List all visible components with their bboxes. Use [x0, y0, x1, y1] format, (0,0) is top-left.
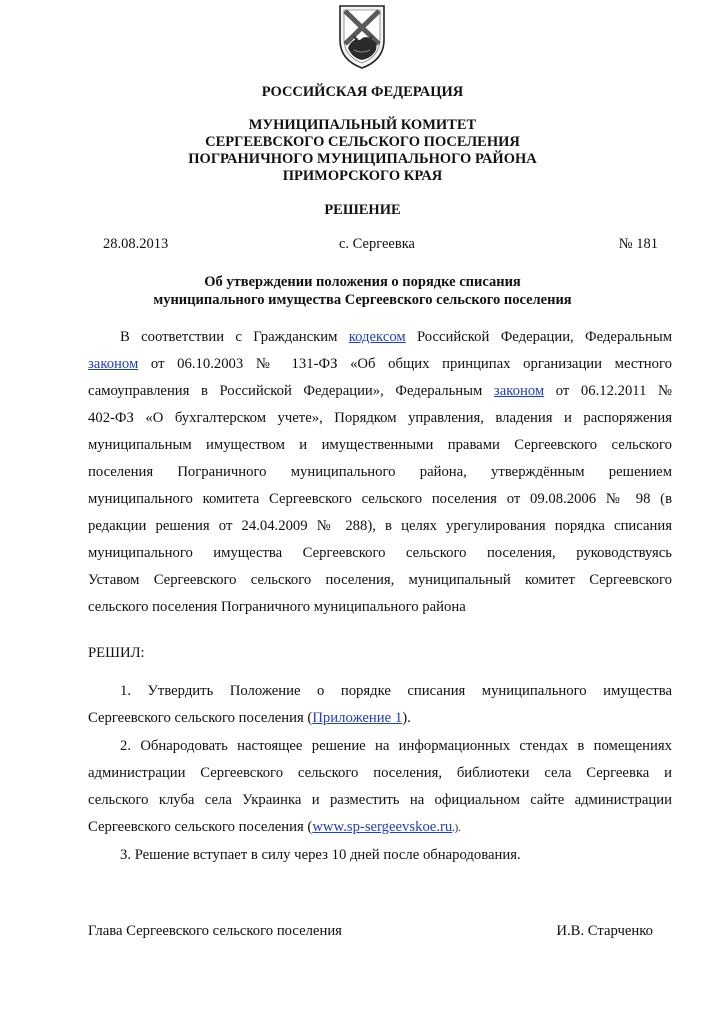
preamble-text: самоуправления в Российской Федерации», Федеральным [88, 383, 494, 399]
preamble-text: Российской Федерации, Федеральным [405, 329, 672, 345]
preamble-line-3 [88, 381, 672, 401]
preamble-text: В соответствии с Гражданским [120, 329, 349, 345]
item-2-line-3: сельского клуба села Украинка и разместить на официальном сайте администрации [88, 792, 672, 808]
website-link[interactable]: www.sp-sergeevskoe.ru [312, 819, 453, 835]
document-place: с. Сергеевка [339, 236, 415, 252]
preamble-line-7: муниципального комитета Сергеевского сельского поселения от 09.08.2006 № 98 (в [88, 491, 672, 507]
org-heading-line-2: СЕРГЕЕВСКОГО СЕЛЬСКОГО ПОСЕЛЕНИЯ [205, 134, 520, 150]
decided-heading: РЕШИЛ: [88, 645, 145, 661]
document-type-heading: РЕШЕНИЕ [324, 202, 401, 218]
item-2-line-2: администрации Сергеевского сельского поселения, библиотеки села Сергеевка и [88, 765, 672, 781]
item-2-line-4 [88, 817, 672, 839]
document-number: № 181 [618, 236, 658, 252]
preamble-line-10: Уставом Сергеевского сельского поселения, муниципальный комитет Сергеевского [88, 572, 672, 588]
appendix-1-link[interactable]: Приложение 1 [312, 710, 403, 726]
org-heading-line-3: ПОГРАНИЧНОГО МУНИЦИПАЛЬНОГО РАЙОНА [188, 151, 537, 167]
country-heading: РОССИЙСКАЯ ФЕДЕРАЦИЯ [261, 84, 464, 100]
federal-law-402-link[interactable]: законом [493, 383, 545, 399]
preamble-line-11: сельского поселения Пограничного муниципального района [88, 599, 466, 615]
preamble-line-8: редакции решения от 24.04.2009 № 288), в целях урегулирования порядка списания [88, 518, 672, 534]
preamble-line-1 [88, 327, 672, 347]
preamble-text: от 06.12.2011 № [544, 383, 672, 399]
item-text: ). [402, 710, 411, 726]
item-text: Сергеевского сельского поселения ( [88, 710, 313, 726]
preamble-text: от 06.10.2003 № 131-ФЗ «Об общих принципах организации местного [138, 356, 672, 372]
civil-code-link[interactable]: кодексом [348, 329, 406, 345]
item-1-line-2 [88, 708, 672, 728]
item-2-line-1: 2. Обнародовать настоящее решение на информационных стендах в помещениях [120, 738, 672, 754]
federal-law-131-link[interactable]: законом [88, 356, 139, 372]
item-1-line-1: 1. Утвердить Положение о порядке списания муниципального имущества [120, 683, 672, 699]
org-heading-line-4: ПРИМОРСКОГО КРАЯ [282, 168, 443, 184]
signature-name: И.В. Старченко [556, 923, 653, 939]
preamble-line-6: поселения Пограничного муниципального района, утверждённым решением [88, 464, 672, 480]
item-text: Сергеевского сельского поселения ( [88, 819, 313, 835]
signature-position: Глава Сергеевского сельского поселения [88, 923, 342, 939]
document-title-line-2: муниципального имущества Сергеевского сельского поселения [153, 292, 572, 308]
document-date: 28.08.2013 [103, 236, 169, 252]
preamble-line-4: 402-ФЗ «О бухгалтерском учете», Порядком управления, владения и распоряжения [88, 410, 672, 426]
preamble-line-5: муниципальным имуществом и имущественными правами Сергеевского сельского [88, 437, 672, 453]
item-text: .). [452, 823, 461, 834]
org-heading-line-1: МУНИЦИПАЛЬНЫЙ КОМИТЕТ [248, 117, 477, 133]
item-3-line-1: 3. Решение вступает в силу через 10 дней после обнародования. [120, 847, 521, 863]
document-title-line-1: Об утверждении положения о порядке списания [204, 274, 521, 290]
preamble-line-2 [88, 354, 672, 374]
document-meta-row [103, 235, 658, 253]
preamble-line-9: муниципального имущества Сергеевского сельского поселения, руководствуясь [88, 545, 672, 561]
coat-of-arms-emblem [336, 4, 388, 70]
